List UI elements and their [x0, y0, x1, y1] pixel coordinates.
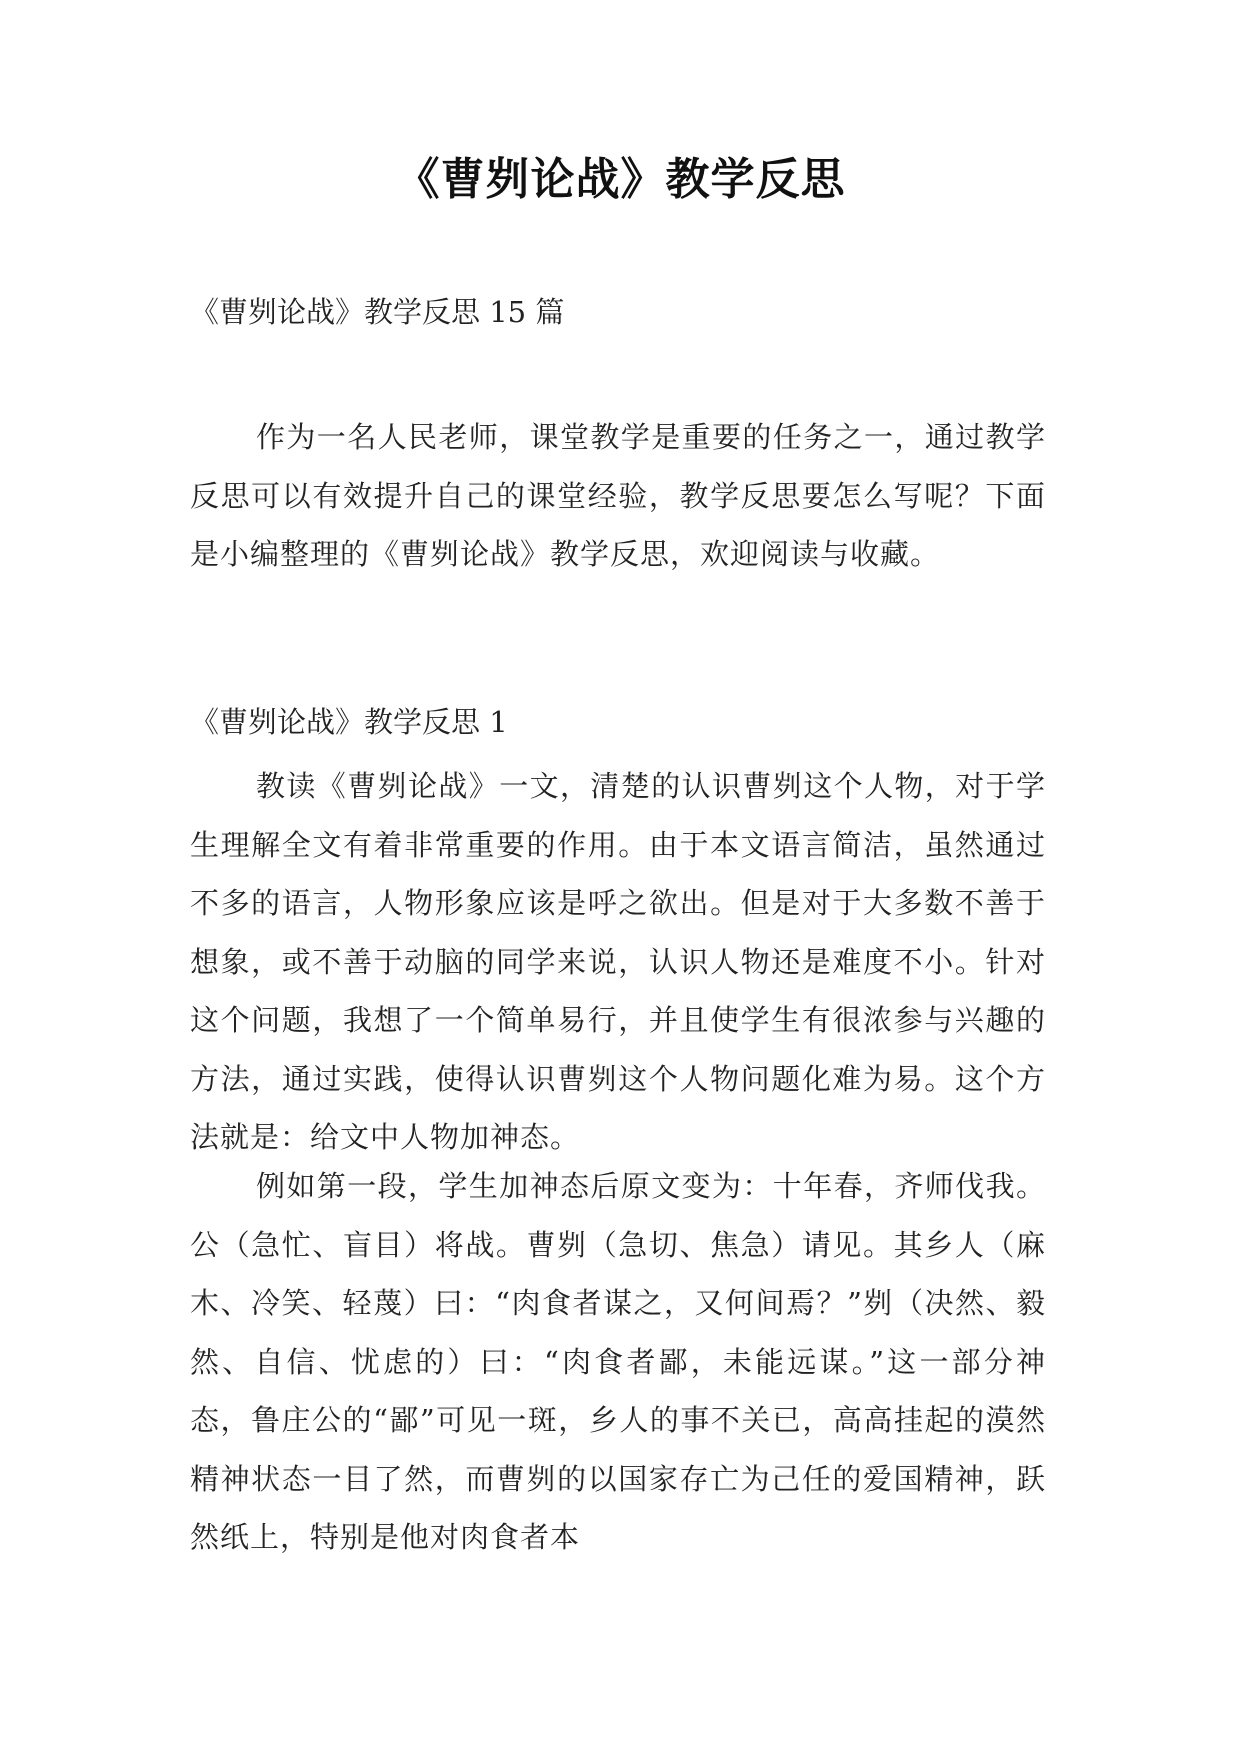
intro-paragraph: 作为一名人民老师，课堂教学是重要的任务之一，通过教学反思可以有效提升自己的课堂经验，教学反思要怎么写呢？下面是小编整理的《曹刿论战》教学反思，欢迎阅读与收藏。 — [190, 420, 1046, 571]
document-title: 《曹刿论战》教学反思 — [395, 154, 846, 205]
section-paragraph: 教读《曹刿论战》一文，清楚的认识曹刿这个人物，对于学生理解全文有着非常重要的作用。由于本文语言简洁，虽然通过不多的语言，人物形象应该是呼之欲出。但是对于大多数不善于想象，或不善于动脑的同学来说，认识人物还是难度不小。针对这个问题，我想了一个简单易行，并且使学生有很浓参与兴趣的方法，通过实践，使得认识曹刿这个人物问题化难为易。这个方法就是：给文中人物加神态。 — [190, 769, 1046, 1154]
section-paragraph: 例如第一段，学生加神态后原文变为：十年春，齐师伐我。公（急忙、盲目）将战。曹刿（急切、焦急）请见。其乡人（麻木、冷笑、轻蔑）曰：“肉食者谋之，又何间焉？”刿（决然、毅然、自信、忧虑的）曰：“肉食者鄙，未能远谋。”这一部分神态，鲁庄公的“鄙”可见一斑，乡人的事不关已，高高挂起的漠然精神状态一目了然，而曹刿的以国家存亡为己任的爱国精神，跃然纸上，特别是他对肉食者本 — [190, 1169, 1046, 1554]
section-heading: 《曹刿论战》教学反思 1 — [190, 705, 508, 739]
document-subtitle: 《曹刿论战》教学反思 15 篇 — [190, 295, 565, 329]
